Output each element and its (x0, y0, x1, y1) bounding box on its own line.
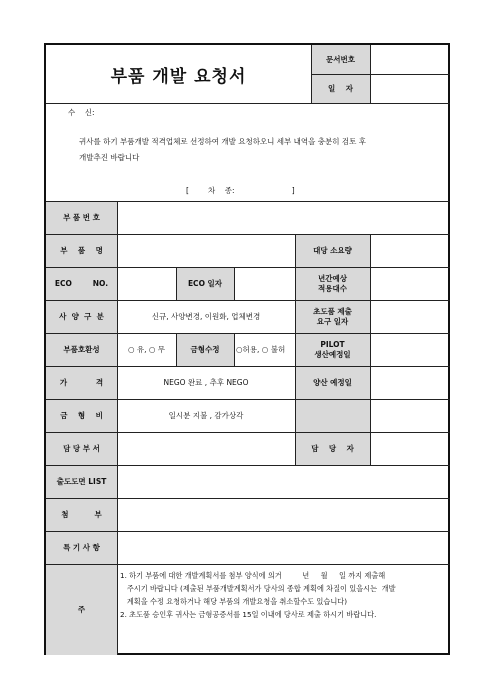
mold-cost-options[interactable]: 일시분 지불 , 감가상각 (168, 410, 244, 420)
date-label: 일 자 (328, 83, 353, 93)
first-sample-label-line1: 초도품 제출 (313, 306, 352, 316)
note-line-4: 2. 초도품 승인후 귀사는 금형공증서를 15일 이내에 당사로 제출 하시기 바랍니다. (120, 610, 377, 619)
recipient-label: 수 신: (68, 108, 95, 117)
mass-production-label: 양산 예정일 (313, 377, 352, 387)
attach-label: 첨 부 (61, 509, 102, 519)
person-label: 담 당 자 (311, 443, 354, 453)
eco-no-field[interactable] (117, 267, 176, 300)
spec-type-options[interactable]: 신규, 사양변경, 이원화, 업체변경 (151, 311, 261, 321)
mold-mod-label: 금형수정 (190, 344, 220, 354)
part-name-field[interactable] (117, 234, 295, 267)
request-form (44, 43, 450, 655)
mold-mod-options[interactable]: ○허용, ○ 불허 (236, 344, 286, 354)
special-notes-field[interactable] (117, 531, 450, 564)
special-notes-label: 특 기 사 항 (63, 542, 100, 552)
form-title: 부품 개발 요청서 (110, 66, 247, 87)
part-name-label: 부 품 명 (60, 245, 103, 255)
annual-estimate-field[interactable] (370, 267, 450, 300)
dept-label: 담 당 부 서 (63, 443, 100, 453)
annual-estimate-label (295, 267, 370, 300)
first-sample-label-line2: 요구 일자 (316, 316, 349, 326)
qty-per-vehicle-field[interactable] (370, 234, 450, 267)
mass-production-field[interactable] (370, 366, 450, 399)
pilot-label (295, 333, 370, 366)
part-no-label: 부 품 번 호 (63, 212, 100, 222)
notes-block (120, 569, 450, 621)
vehicle-type-field[interactable]: [ 차 종: ] (186, 186, 295, 195)
first-sample-field[interactable] (370, 300, 450, 333)
shade-mold-cost-right (295, 399, 370, 432)
mold-cost-extra-field[interactable] (370, 399, 450, 432)
eco-no-label: ECO NO. (54, 278, 109, 288)
compat-label: 부품호환성 (63, 344, 100, 354)
price-options[interactable]: NEGO 완료 , 추후 NEGO (163, 377, 249, 387)
mold-cost-label: 금 형 비 (60, 410, 103, 420)
note-label: 주 (77, 604, 86, 614)
spec-type-label: 사 양 구 분 (59, 311, 104, 321)
qty-per-vehicle-label: 대당 소요량 (313, 245, 352, 255)
note-line-1: 1. 하기 부품에 대한 개발계획서를 첨부 양식에 의거 년 월 일 까지 제출해 (120, 571, 386, 580)
part-no-field[interactable] (117, 201, 450, 234)
dept-field[interactable] (117, 432, 295, 465)
price-label: 가 격 (59, 377, 104, 387)
doc-no-label: 문서번호 (326, 54, 355, 64)
note-line-3: 계획을 수정 요청하거나 해당 부품의 개발요청을 취소할수도 있습니다) (120, 597, 348, 606)
pilot-label-line1: PILOT (320, 339, 345, 349)
eco-date-field[interactable] (234, 267, 295, 300)
drawing-list-field[interactable] (117, 465, 450, 498)
request-message-line2: 개발추진 바랍니다 (79, 153, 140, 162)
doc-no-field[interactable] (370, 45, 450, 74)
compat-options[interactable]: ○ 유, ○ 무 (127, 344, 166, 354)
date-field[interactable] (370, 74, 450, 103)
person-field[interactable] (370, 432, 450, 465)
eco-date-label: ECO 일자 (187, 278, 223, 288)
drawing-list-label: 출도도면 LIST (56, 476, 107, 486)
note-line-2: 주시기 바랍니다 (제출된 부품개발계획서가 당사의 종합 계획에 차질이 있을시는 개발 (120, 584, 396, 593)
divider (46, 103, 450, 104)
pilot-label-line2: 생산예정일 (314, 349, 351, 359)
first-sample-label (295, 300, 370, 333)
request-message-line1: 귀사를 하기 부품개발 적격업체로 선정하여 개발 요청하오니 세부 내역을 충분히 검토 후 (79, 137, 367, 146)
attach-field[interactable] (117, 498, 450, 531)
annual-estimate-label-line2: 적용대수 (318, 283, 347, 293)
annual-estimate-label-line1: 년간예상 (318, 273, 347, 283)
pilot-field[interactable] (370, 333, 450, 366)
